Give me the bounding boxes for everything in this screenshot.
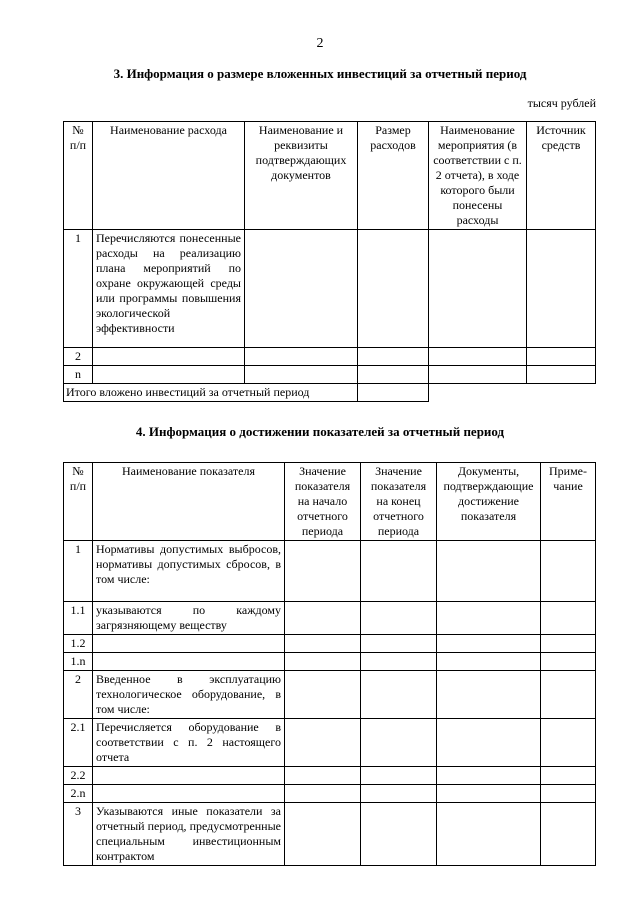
documents-cell (437, 653, 541, 671)
table-row (64, 785, 596, 803)
table-header-row (64, 122, 596, 230)
end-value-cell (361, 785, 437, 803)
amount-cell (358, 366, 429, 384)
row-number: 2 (64, 671, 93, 719)
start-value-cell (285, 635, 361, 653)
end-value-cell (361, 767, 437, 785)
column-header-documents: Наименование и реквизиты подтверждающих документов (245, 122, 358, 230)
start-value-cell (285, 767, 361, 785)
table-row (64, 719, 596, 767)
page-number: 2 (316, 36, 324, 51)
row-number: 2.2 (64, 767, 93, 785)
funding-source-cell (527, 348, 596, 366)
row-number: 1.n (64, 653, 93, 671)
note-cell (541, 635, 596, 653)
table-row (64, 366, 596, 384)
documents-cell (245, 366, 358, 384)
row-number: 2 (64, 348, 93, 366)
indicator-name: указываются по каждому загрязняющему веществу (93, 602, 285, 635)
total-row (64, 384, 596, 402)
end-value-cell (361, 635, 437, 653)
end-value-cell (361, 803, 437, 866)
amount-cell (358, 348, 429, 366)
indicator-name: Указываются иные показатели за отчетный период, предусмотренные специальным инвестиционным контрактом (93, 803, 285, 866)
table-row (64, 541, 596, 602)
funding-source-cell (527, 366, 596, 384)
table-row (64, 602, 596, 635)
activity-cell (429, 366, 527, 384)
indicator-name: Перечисляется оборудование в соответствии с п. 2 настоящего отчета (93, 719, 285, 767)
start-value-cell (285, 719, 361, 767)
start-value-cell (285, 671, 361, 719)
column-header-start-value: Значение показателя на начало отчетного периода (285, 463, 361, 541)
end-value-cell (361, 719, 437, 767)
start-value-cell (285, 602, 361, 635)
end-value-cell (361, 653, 437, 671)
table-row (64, 230, 596, 348)
note-cell (541, 653, 596, 671)
table-row (64, 671, 596, 719)
column-header-activity: Наименование мероприятия (в соответствии с п. 2 отчета), в ходе которого были понесены расходы (429, 122, 527, 230)
end-value-cell (361, 671, 437, 719)
documents-cell (437, 785, 541, 803)
column-header-amount: Размер расходов (358, 122, 429, 230)
row-number: 2.1 (64, 719, 93, 767)
start-value-cell (285, 785, 361, 803)
row-number: 3 (64, 803, 93, 866)
end-value-cell (361, 602, 437, 635)
table-row (64, 653, 596, 671)
note-cell (541, 602, 596, 635)
table-header-row (64, 463, 596, 541)
documents-cell (437, 635, 541, 653)
column-header-note: Приме-чание (541, 463, 596, 541)
column-header-end-value: Значение показателя на конец отчетного периода (361, 463, 437, 541)
funding-source-cell (527, 230, 596, 348)
expense-name (93, 366, 245, 384)
row-number: 1 (64, 230, 93, 348)
empty-cell (429, 384, 527, 402)
table-row (64, 348, 596, 366)
expense-name: Перечисляются понесенные расходы на реализацию плана мероприятий по охране окружающей среды или программы повышения экологической эффективности (93, 230, 245, 348)
expense-name (93, 348, 245, 366)
documents-cell (437, 767, 541, 785)
table-row (64, 803, 596, 866)
row-number: 1.2 (64, 635, 93, 653)
row-number: 1.1 (64, 602, 93, 635)
documents-cell (437, 671, 541, 719)
unit-label: тысяч рублей (527, 96, 596, 110)
column-header-number: № п/п (64, 122, 93, 230)
section-4-title: 4. Информация о достижении показателей за отчетный период (135, 424, 505, 439)
note-cell (541, 719, 596, 767)
start-value-cell (285, 541, 361, 602)
indicator-name: Введенное в эксплуатацию технологическое оборудование, в том числе: (93, 671, 285, 719)
column-header-documents: Документы, подтверждающие достижение показателя (437, 463, 541, 541)
total-amount-cell (358, 384, 429, 402)
activity-cell (429, 230, 527, 348)
documents-cell (245, 230, 358, 348)
activity-cell (429, 348, 527, 366)
documents-cell (437, 602, 541, 635)
empty-cell (527, 384, 596, 402)
note-cell (541, 767, 596, 785)
indicators-table (63, 462, 596, 866)
column-header-indicator-name: Наименование показателя (93, 463, 285, 541)
note-cell (541, 803, 596, 866)
table-row (64, 635, 596, 653)
documents-cell (437, 541, 541, 602)
indicator-name: Нормативы допустимых выбросов, нормативы допустимых сбросов, в том числе: (93, 541, 285, 602)
start-value-cell (285, 803, 361, 866)
documents-cell (437, 719, 541, 767)
investments-table (63, 121, 596, 402)
indicator-name (93, 653, 285, 671)
end-value-cell (361, 541, 437, 602)
amount-cell (358, 230, 429, 348)
note-cell (541, 671, 596, 719)
column-header-expense-name: Наименование расхода (93, 122, 245, 230)
row-number: 1 (64, 541, 93, 602)
row-number: n (64, 366, 93, 384)
documents-cell (437, 803, 541, 866)
start-value-cell (285, 653, 361, 671)
table-row (64, 767, 596, 785)
indicator-name (93, 785, 285, 803)
column-header-number: № п/п (64, 463, 93, 541)
column-header-funding-source: Источник средств (527, 122, 596, 230)
documents-cell (245, 348, 358, 366)
indicator-name (93, 767, 285, 785)
note-cell (541, 541, 596, 602)
total-label: Итого вложено инвестиций за отчетный период (64, 384, 358, 402)
note-cell (541, 785, 596, 803)
row-number: 2.n (64, 785, 93, 803)
indicator-name (93, 635, 285, 653)
section-3-title: 3. Информация о размере вложенных инвестиций за отчетный период (113, 66, 527, 81)
